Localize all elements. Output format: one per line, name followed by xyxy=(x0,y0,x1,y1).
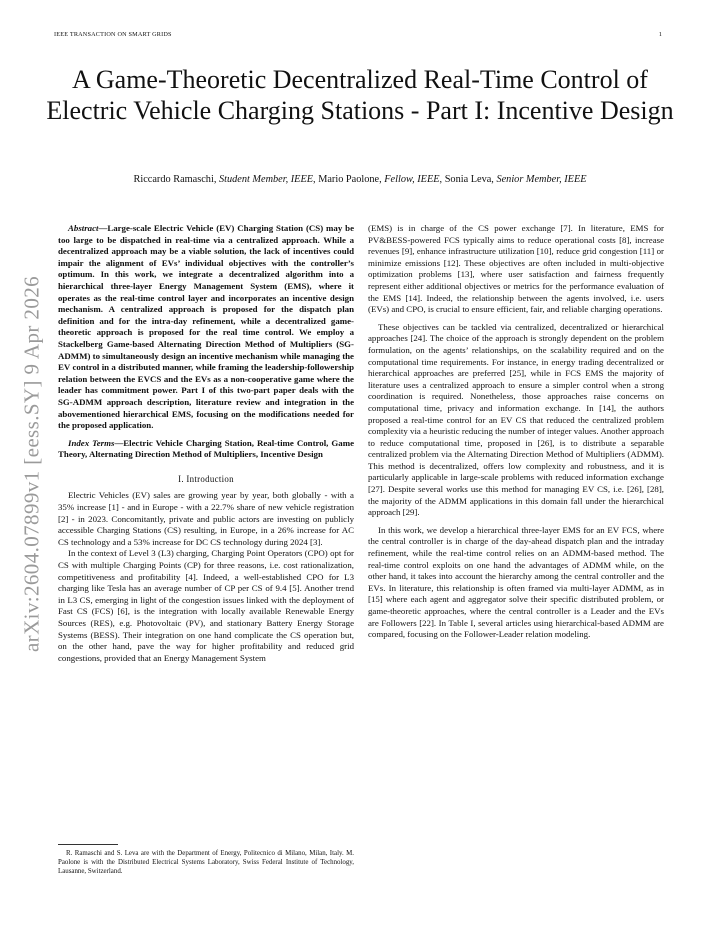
paper-title: A Game-Theoretic Decentralized Real-Time Control of Electric Vehicle Charging Stations - Part I: Incentive Design xyxy=(46,65,674,125)
author-list xyxy=(40,174,680,185)
page-number: 1 xyxy=(658,31,662,38)
author-role: Student Member, IEEE xyxy=(218,174,314,185)
author-name: , Sonia Leva, xyxy=(439,174,497,185)
arxiv-identifier: arXiv:2604.07899v1 [eess.SY] 9 Apr 2026 xyxy=(19,275,44,653)
index-terms xyxy=(58,438,354,461)
author-name: , Mario Paolone, xyxy=(313,174,385,185)
paragraph: (EMS) is in charge of the CS power exchange [7]. In literature, EMS for PV&BESS-powered FCS typically aims to reduce operational costs [8], increase revenues [9], enhance infrastructure utilization [10], reduce grid congestion [11] or minimize emissions [12]. These objectives are often included in multi-objective optimization problems [13], where user satisfaction and fairness frequently represent either additional objectives or metrics for the performance evaluation of the EMS [14]. Indeed, the relationship between the agents involved, i.e. users (EVs) and CPO, is crucial to ensure efficient, fair, and reliable charging operations. xyxy=(368,223,664,315)
paragraph: In the context of Level 3 (L3) charging, Charging Point Operators (CPO) opt for CS with multiple Charging Points (CP) for three reasons, i.e. cost rationalization, competitiveness and profitability [4]. Indeed, a well-established CPO for L3 charging like Tesla has an average number of CP per CS of 9.4 [5]. Another trend in L3 CS, emerging in light of the congestion issues linked with the deployment of Fast CS (FCS) [6], is the integration with locally available Renewable Energy Sources (RES), e.g. Photovoltaic (PV), and stationary Battery Energy Storage Systems (BESS). Their integration on one hand complicate the CS operation but, on the other hand, pave the way for higher profitability and reduced grid congestions, provided that an Energy Management System xyxy=(58,548,354,663)
arxiv-watermark xyxy=(2,264,62,664)
author-role: Fellow, IEEE xyxy=(384,174,440,185)
left-column xyxy=(58,223,354,664)
paragraph: These objectives can be tackled via centralized, decentralized or hierarchical approaches [24]. The choice of the approach is strongly dependent on the problem formulation, on the agents’ relationships, on the scalability required and on the computational time requirements. For instance, in energy trading decentralized or hierarchical approaches are preferred [25], while in FCS EMS the majority of literature uses a centralized approach to ensure a simpler control when a strong coordination is required. Nonetheless, those approaches raise concerns on computational time, privacy and information exchange. In [14], the authors proposed a real-time control for an EV CS that reduced the centralized problem complexity via a heuristic reducing the number of integer values. Another approach to reduce computational time, proposed in [26], is to distribute a separable centralized problem via the Alternating Direction Method of Multipliers (ADMM). This method is decentralized, offers low complexity and robustness, and it is particularly applicable in large-scale problems with reduced information exchange [27]. Despite several works use this method for managing EV CS, i.e. [26], [28], the majority of the ADMM applications in this domain fall under the hierarchical approach [29]. xyxy=(368,321,664,518)
footnote-divider xyxy=(58,844,118,845)
author-role: Senior Member, IEEE xyxy=(496,174,587,185)
author-name: Riccardo Ramaschi, xyxy=(133,174,219,185)
abstract xyxy=(58,223,354,432)
right-column xyxy=(368,223,664,641)
index-terms-label: Index Terms xyxy=(68,437,115,448)
section-heading: I. Introduction xyxy=(178,473,234,484)
abstract-label: Abstract xyxy=(68,223,99,233)
abstract-text: —Large-scale Electric Vehicle (EV) Charging Station (CS) may be too large to be dispatched in real-time via a centralized approach. While a decentralized approach may be a viable solution, the lack of incentives could impair the alignment of EVs’ individual objectives with the controller’s optimum. In this work, we integrate a decentralized algorithm into a hierarchical three-layer Energy Management System (EMS), where it operates as the real-time control layer and incorporates an incentive design mechanism. A centralized approach is proposed for the dispatch plan definition and for the intra-day refinement, while a decentralized game-theoretic approach is proposed for the real time control. We employ a Stackelberg Game-based Alternating Direction Method of Multipliers (SG-ADMM) to simultaneously design an incentive mechanism while managing the EV control in a distributed manner, while framing the leadership-followership relation between the EVCS and the EVs as a non-cooperative game where the leader has commitment power. Part I of this two-part paper deals with the SG-ADMM approach description, literature review and integration in the abovementioned hierarchical EMS, focusing on the modifications needed for the proposed application. xyxy=(58,223,354,431)
footnote: R. Ramaschi and S. Leva are with the Department of Energy, Politecnico di Milano, Milan, Italy. M. Paolone is with the Distributed Electrical Systems Laboratory, Swiss Federal Institute of Technology, Lausanne, Switzerland. xyxy=(58,850,354,875)
running-header: IEEE TRANSACTION ON SMART GRIDS xyxy=(54,31,172,38)
paragraph: In this work, we develop a hierarchical three-layer EMS for an EV FCS, where the central controller is in charge of the day-ahead dispatch plan and the intraday refinement, while the real-time control relies on an ADMM-based method. The real-time control exploits on one hand the advantages of ADMM while, on the other hand, it takes into account the hierarchy among the central controller and the EVs. In literature, this relationship is often framed via multi-layer ADMM, as in [15] where each agent and aggregator solve their specific distributed problem, or game-theoretic approaches, where the central controller is a Leader and the EVs are Followers [22]. In Table I, several articles using hierarchical-based ADMM are compared, focusing on the Follower-Leader relation modeling. xyxy=(368,524,664,640)
paragraph: Electric Vehicles (EV) sales are growing year by year, both globally - with a 35% increase [1] - and in Europe - with a 22.7% share of new vehicle registration [2] - in 2023. Concomitantly, private and public actors are investing on publicly accessible Charging Stations (CS) resulting, in Europe, in a 26% increase for AC CS technology and a 53% increase for DC CS technology during 2024 [3]. xyxy=(58,490,354,547)
index-terms-text: —Electric Vehicle Charging Station, Real-time Control, Game Theory, Alternating Direction Method of Multipliers, Incentive Design xyxy=(58,437,354,460)
